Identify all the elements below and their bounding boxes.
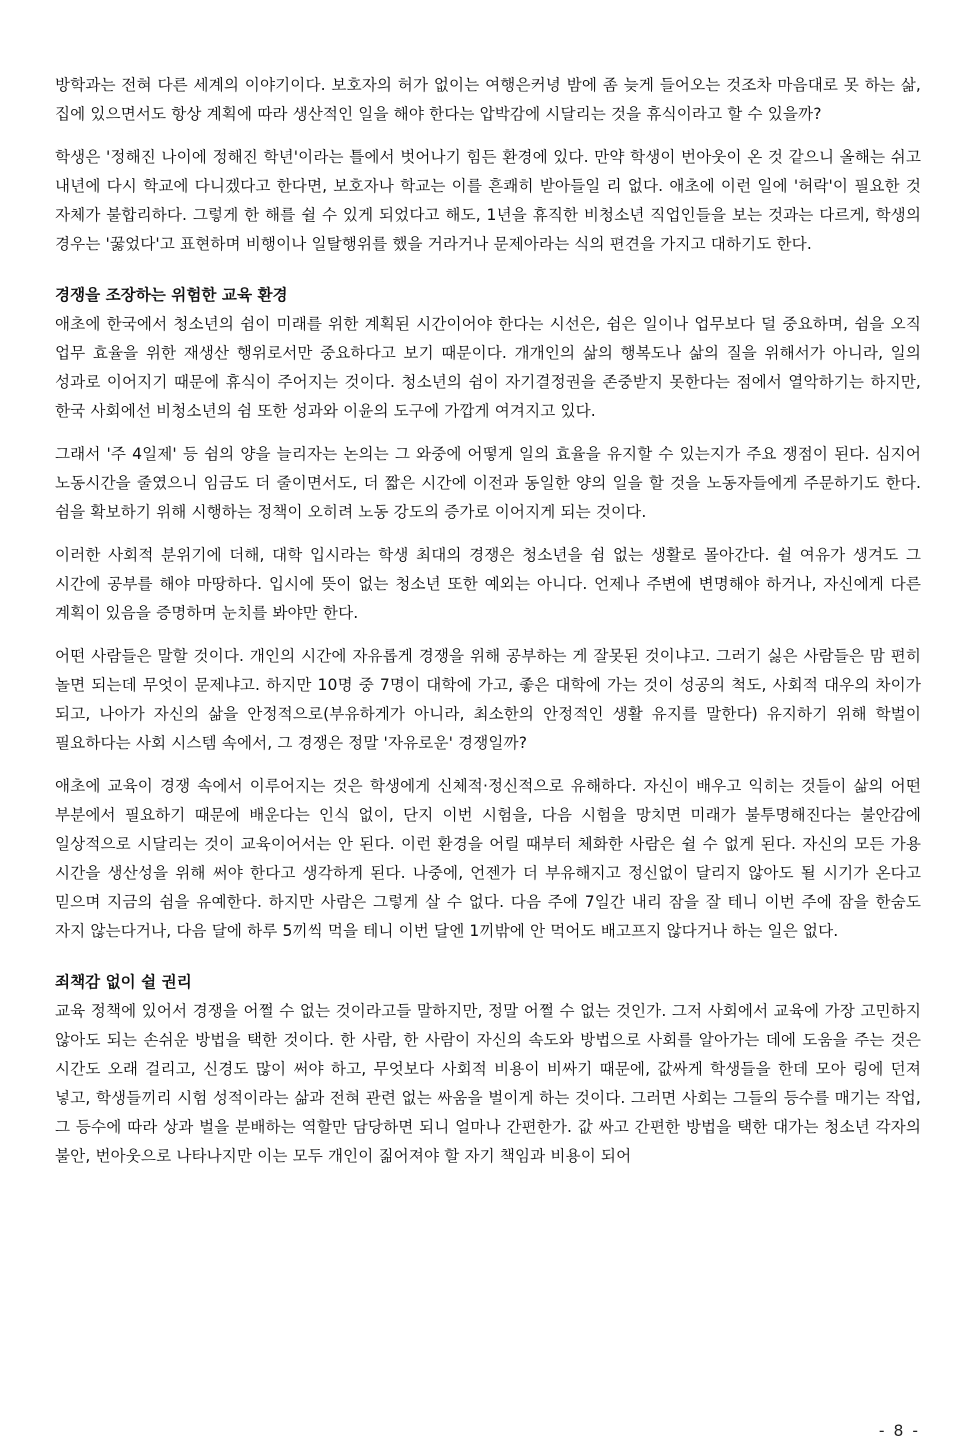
document-page — [55, 71, 921, 1185]
section-heading: 경쟁을 조장하는 위험한 교육 환경 — [55, 286, 288, 304]
body-paragraph: 애초에 한국에서 청소년의 쉼이 미래를 위한 계획된 시간이어야 한다는 시선은, 쉼은 일이나 업무보다 덜 중요하며, 쉼을 오직 업무 효율을 위한 재생산 행위로서만 중요하다고 보기 때문이다. 개개인의 삶의 행복도나 삶의 질을 위해서가 아니라, 일의 성과로 이어지기 때문에 휴식이 주어지는 것이다. 청소년의 쉼이 자기결정권을 존중받지 못한다는 점에서 열악하기는 하지만, 한국 사회에선 비청소년의 쉼 또한 성과와 이윤의 도구에 가깝게 여겨지고 있다. — [55, 315, 921, 420]
body-paragraph: 방학과는 전혀 다른 세계의 이야기이다. 보호자의 허가 없이는 여행은커녕 밤에 좀 늦게 들어오는 것조차 마음대로 못 하는 삶, 집에 있으면서도 항상 계획에 따라 생산적인 일을 해야 한다는 압박감에 시달리는 것을 휴식이라고 할 수 있을까? — [55, 76, 921, 123]
body-paragraph: 애초에 교육이 경쟁 속에서 이루어지는 것은 학생에게 신체적·정신적으로 유해하다. 자신이 배우고 익히는 것들이 삶의 어떤 부분에서 필요하기 때문에 배운다는 인식 없이, 단지 이번 시험을, 다음 시험을 망치면 미래가 불투명해진다는 불안감에 일상적으로 시달리는 것이 교육이어서는 안 된다. 이런 환경을 어릴 때부터 체화한 사람은 쉴 수 없게 된다. 자신의 모든 가용 시간을 생산성을 위해 써야 한다고 생각하게 된다. 나중에, 언젠가 더 부유해지고 정신없이 달리지 않아도 될 시기가 온다고 믿으며 지금의 쉼을 유예한다. 하지만 사람은 그렇게 살 수 없다. 다음 주에 7일간 내리 잠을 잘 테니 이번 주에 잠을 한숨도 자지 않는다거나, 다음 달에 하루 5끼씩 먹을 테니 이번 달엔 1끼밖에 안 먹어도 배고프지 않다거나 하는 일은 없다. — [55, 777, 921, 940]
body-paragraph: 어떤 사람들은 말할 것이다. 개인의 시간에 자유롭게 경쟁을 위해 공부하는 게 잘못된 것이냐고. 그러기 싫은 사람들은 맘 편히 놀면 되는데 무엇이 문제냐고. 하지만 10명 중 7명이 대학에 가고, 좋은 대학에 가는 것이 성공의 척도, 사회적 대우의 차이가 되고, 나아가 자신의 삶을 안정적으로(부유하게가 아니라, 최소한의 안정적인 생활 유지를 말한다) 유지하기 위해 학벌이 필요하다는 사회 시스템 속에서, 그 경쟁은 정말 '자유로운' 경쟁일까? — [55, 647, 921, 752]
page-number: - 8 - — [878, 1422, 920, 1440]
body-paragraph: 이러한 사회적 분위기에 더해, 대학 입시라는 학생 최대의 경쟁은 청소년을 쉼 없는 생활로 몰아간다. 쉴 여유가 생겨도 그 시간에 공부를 해야 마땅하다. 입시에 뜻이 없는 청소년 또한 예외는 아니다. 언제나 주변에 변명해야 하거나, 자신에게 다른 계획이 있음을 증명하며 눈치를 봐야만 한다. — [55, 546, 921, 622]
body-paragraph: 학생은 '정해진 나이에 정해진 학년'이라는 틀에서 벗어나기 힘든 환경에 있다. 만약 학생이 번아웃이 온 것 같으니 올해는 쉬고 내년에 다시 학교에 다니겠다고 한다면, 보호자나 학교는 이를 흔쾌히 받아들일 리 없다. 애초에 이런 일에 '허락'이 필요한 것 자체가 불합리하다. 그렇게 한 해를 쉴 수 있게 되었다고 해도, 1년을 휴직한 비청소년 직업인들을 보는 것과는 다르게, 학생의 경우는 '꿇었다'고 표현하며 비행이나 일탈행위를 했을 거라거나 문제아라는 식의 편견을 가지고 대하기도 한다. — [55, 148, 921, 253]
body-paragraph: 그래서 '주 4일제' 등 쉼의 양을 늘리자는 논의는 그 와중에 어떻게 일의 효율을 유지할 수 있는지가 주요 쟁점이 된다. 심지어 노동시간을 줄였으니 임금도 더 줄이면서도, 더 짧은 시간에 이전과 동일한 양의 일을 할 것을 노동자들에게 주문하기도 한다. 쉼을 확보하기 위해 시행하는 정책이 오히려 노동 강도의 증가로 이어지게 되는 것이다. — [55, 445, 921, 521]
body-paragraph: 교육 정책에 있어서 경쟁을 어쩔 수 없는 것이라고들 말하지만, 정말 어쩔 수 없는 것인가. 그저 사회에서 교육에 가장 고민하지 않아도 되는 손쉬운 방법을 택한 것이다. 한 사람, 한 사람이 자신의 속도와 방법으로 사회를 알아가는 데에 도움을 주는 것은 시간도 오래 걸리고, 신경도 많이 써야 하고, 무엇보다 사회적 비용이 비싸기 때문에, 값싸게 학생들을 한데 모아 링에 던져 넣고, 학생들끼리 시험 성적이라는 삶과 전혀 관련 없는 싸움을 벌이게 하는 것이다. 그러면 사회는 그들의 등수를 매기는 작업, 그 등수에 따라 상과 벌을 분배하는 역할만 담당하면 되니 얼마나 간편한가. 값 싸고 간편한 방법을 택한 대가는 청소년 각자의 불안, 번아웃으로 나타나지만 이는 모두 개인이 짊어져야 할 자기 책임과 비용이 되어 — [55, 1002, 921, 1165]
section-heading: 죄책감 없이 쉴 권리 — [55, 973, 192, 991]
